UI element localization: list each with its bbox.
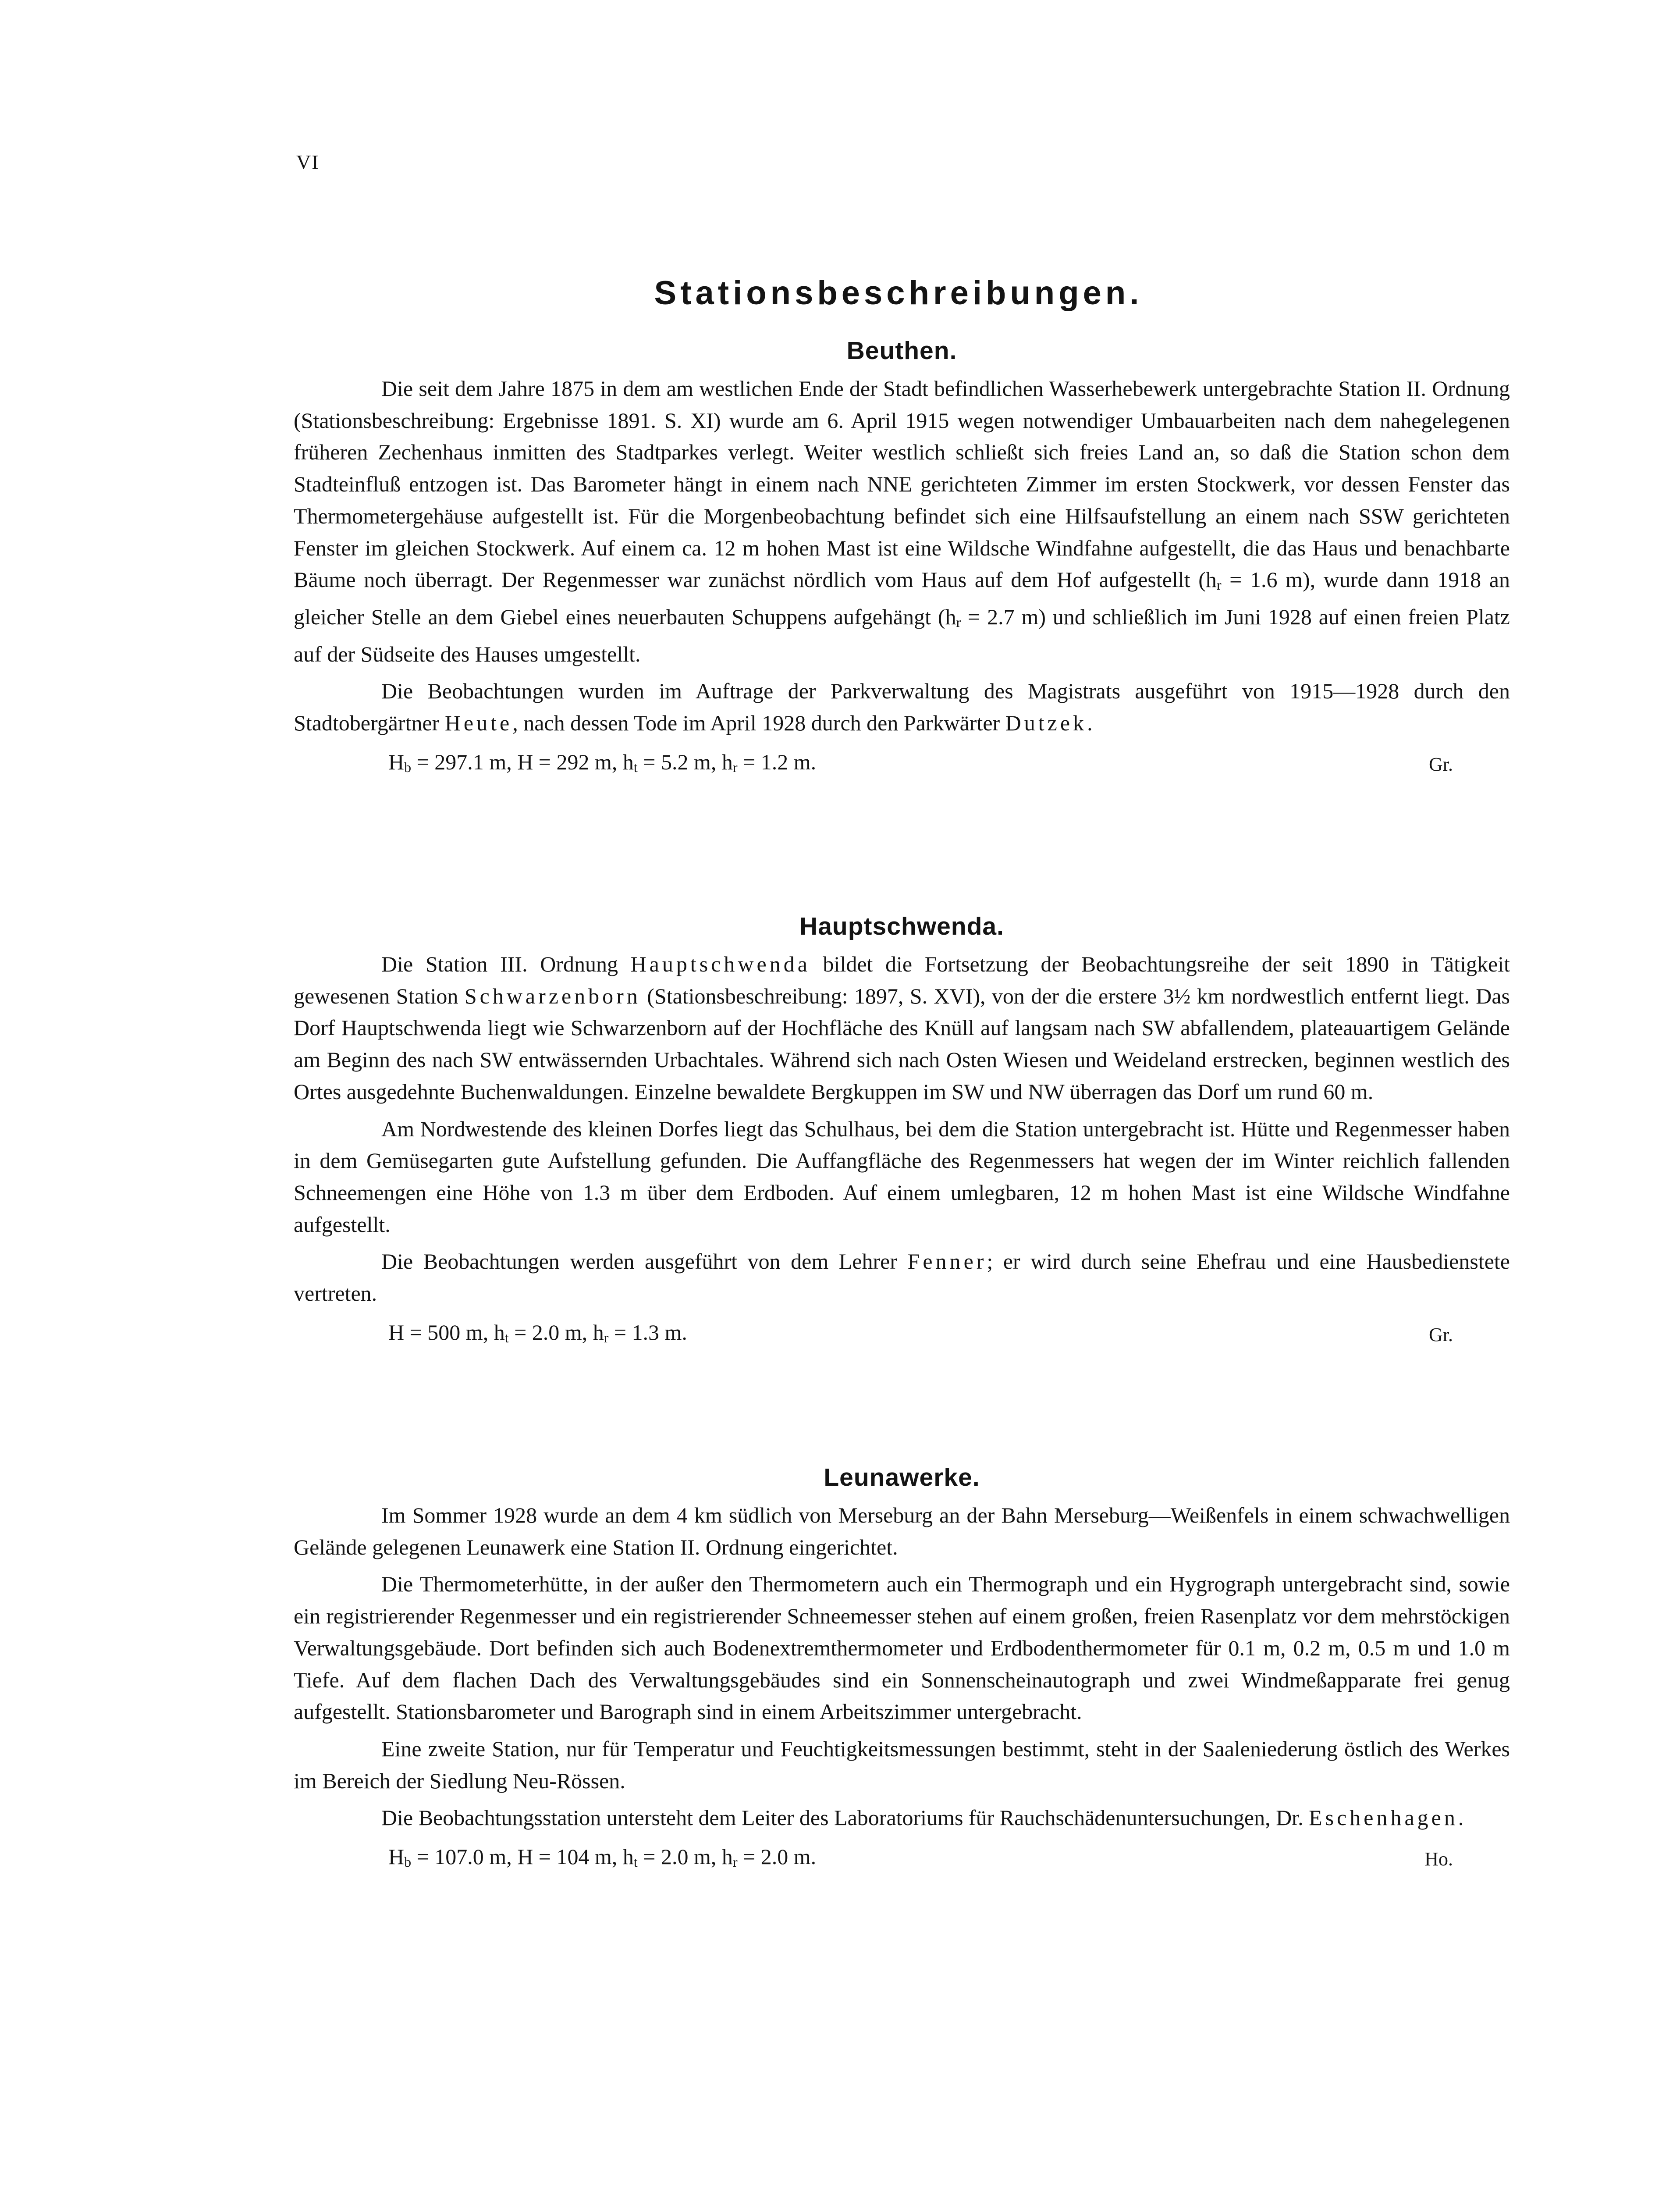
paragraph: Die Beobachtungsstation untersteht dem Leiter des Laboratoriums für Rauchschädenuntersuchungen, Dr. Eschenhagen.: [381, 1805, 1464, 1830]
author-initials: Gr.: [1429, 753, 1453, 775]
station-name: Hauptschwenda: [630, 952, 810, 976]
station-heights: [294, 746, 1510, 778]
page-number: VI: [296, 151, 320, 173]
paragraph: Die Thermometerhütte, in der außer den Thermometern auch ein Thermograph und ein Hygrograph untergebracht sind, sowie ein registrierender Regenmesser und ein registrierender Schneemesser stehen auf einem großen, freien Rasenplatz vor dem mehrstöckigen Verwaltungsgebäude. Dort befinden sich auch Bodenextremthermometer und Erdbodenthermometer für 0.1 m, 0.2 m, 0.5 m und 1.0 m Tiefe. Auf dem flachen Dach des Verwaltungsgebäudes sind ein Sonnenscheinautograph und zwei Windmeßapparate frei genug aufgestellt. Stationsbarometer und Barograph sind in einem Arbeitszimmer untergebracht.: [294, 1572, 1510, 1724]
paragraph: Am Nordwestende des kleinen Dorfes liegt das Schulhaus, bei dem die Station untergebracht ist. Hütte und Regenmesser haben in dem Gemüsegarten gute Aufstellung gefunden. Die Auffangfläche des Regenmessers hat wegen der im Winter reichlich fallenden Schneemengen eine Höhe von 1.3 m über dem Erdboden. Auf einem umlegbaren, 12 m hohen Mast ist eine Wildsche Windfahne aufgestellt.: [294, 1116, 1510, 1237]
paragraph: Die seit dem Jahre 1875 in dem am westlichen Ende der Stadt befindlichen Wasserhebewerk untergebrachte Station II. Ordnung (Stationsbeschreibung: Ergebnisse 1891. S. XI) wurde am 6. April 1915 wegen notwendiger Umbauarbeiten nach dem nahegelegenen früheren Zechenhaus inmitten des Stadtparkes verlegt. Weiter westlich schließt sich freies Land an, so daß die Station schon dem Stadteinfluß entzogen ist. Das Barometer hängt in einem nach NNE gerichteten Zimmer im ersten Stockwerk, vor dessen Fenster das Thermometergehäuse aufgestellt ist. Für die Morgenbeobachtung befindet sich eine Hilfsaufstellung an einem nach SSW gerichteten Fenster im gleichen Stockwerk. Auf einem ca. 12 m hohen Mast ist eine Wildsche Windfahne aufgestellt, die das Haus und benachbarte Bäume noch überragt. Der Regenmesser war zunächst nördlich vom Haus auf dem Hof aufgestellt ($h_r = 1.6$ m), wurde dann 1918 an gleicher Stelle an dem Giebel eines neuerbauten Schuppens aufgehängt ($h_r = 2.7$ m) und schließlich im Juni 1928 auf einen freien Platz auf der Südseite des Hauses umgestellt.: [294, 376, 1510, 666]
station-heights: [294, 1841, 1510, 1872]
paragraph: Eine zweite Station, nur für Temperatur und Feuchtigkeitsmessungen bestimmt, steht in der Saaleniederung östlich des Werkes im Bereich der Siedlung Neu-Rössen.: [294, 1736, 1510, 1793]
measurements: $H_b = 107.0$ m, H = 104 m, $h_t = 2.0$ m, $h_r = 2.0$ m.: [388, 1844, 817, 1870]
person-name: Eschenhagen: [1309, 1805, 1458, 1830]
page-title: Stationsbeschreibungen.: [654, 274, 1143, 312]
station-heights: [294, 1317, 1510, 1348]
author-initials: Gr.: [1429, 1324, 1453, 1345]
paragraph: Die Station III. Ordnung Hauptschwenda bildet die Fortsetzung der Beobachtungsreihe der seit 1890 in Tätigkeit gewesenen Station Schwarzenborn (Stationsbeschreibung: 1897, S. XVI), von der die erstere 3½ km nordwestlich entfernt liegt. Das Dorf Hauptschwenda liegt wie Schwarzenborn auf der Hochfläche des Knüll auf langsam nach SW abfallendem, plateauartigem Gelände am Beginn des nach SW entwässernden Urbachtales. Während sich nach Osten Wiesen und Weideland erstrecken, beginnen westlich des Ortes ausgedehnte Buchenwaldungen. Einzelne bewaldete Bergkuppen im SW und NW überragen das Dorf um rund 60 m.: [294, 952, 1510, 1104]
measurements: H = 500 m, $h_t = 2.0$ m, $h_r = 1.3$ m.: [388, 1320, 687, 1345]
section-leunawerke: [294, 1458, 1510, 1872]
measurements: $H_b = 297.1$ m, H = 292 m, $h_t = 5.2$ m, $h_r = 1.2$ m.: [388, 749, 817, 775]
paragraph: Im Sommer 1928 wurde an dem 4 km südlich von Merseburg an der Bahn Merseburg—Weißenfels in einem schwachwelligen Gelände gelegenen Leunawerk eine Station II. Ordnung eingerichtet.: [294, 1503, 1510, 1559]
paragraph: Die Beobachtungen werden ausgeführt von dem Lehrer Fenner; er wird durch seine Ehefrau und eine Hausbedienstete vertreten.: [294, 1249, 1510, 1306]
author-initials: Ho.: [1424, 1848, 1453, 1870]
station-name: Schwarzenborn: [464, 983, 641, 1008]
person-name: Fenner: [907, 1249, 987, 1274]
paragraph: Die Beobachtungen wurden im Auftrage der Parkverwaltung des Magistrats ausgeführt von 1915—1928 durch den Stadtobergärtner Heute, nach dessen Tode im April 1928 durch den Parkwärter Dutzek.: [294, 679, 1510, 736]
section-beuthen: [294, 331, 1510, 778]
person-name: Dutzek: [1005, 711, 1087, 736]
section-heading: Hauptschwenda.: [799, 912, 1004, 940]
section-heading: Beuthen.: [846, 337, 957, 365]
section-heading: Leunawerke.: [824, 1463, 980, 1491]
section-hauptschwenda: [294, 907, 1510, 1348]
person-name: Heute: [444, 711, 513, 736]
